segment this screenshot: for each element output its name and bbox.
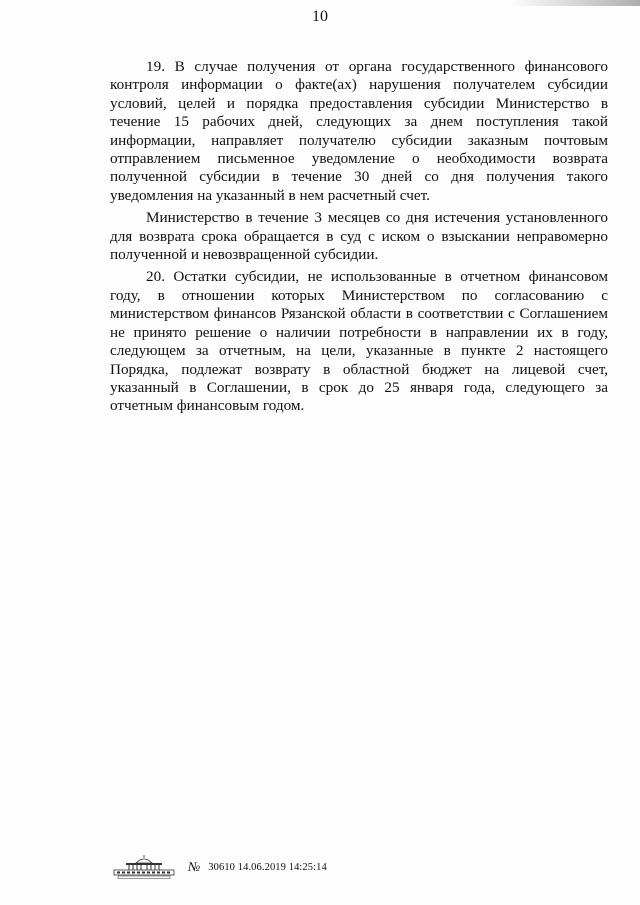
registration-stamp-text: 30610 14.06.2019 14:25:14 (208, 861, 327, 873)
registry-building-logo-icon (112, 854, 176, 880)
paragraph-19: 19. В случае получения от органа государственного финансового контроля информации о факте(ах) нарушения получателем субсидии условий, целей и порядка предоставления субсидии Министерство в течение 15 рабочих дней, следующих за днем поступления такой информации, направляет получателю субсидии заказным почтовым отправлением письменное уведомление о необходимости возврата полученной субсидии в течение 30 дней со дня получения такого уведомления на указанный в нем расчетный счет. (110, 58, 608, 204)
number-sign: № (188, 859, 201, 874)
registration-footer (112, 853, 327, 881)
document-body (110, 58, 608, 416)
paragraph-20: 20. Остатки субсидии, не использованные в отчетном финансовом году, в отношении которых Министерством по согласованию с министерством финансов Рязанской области в соответствии с Соглашением не принято решение о наличии потребности в направлении их в году, следующем за отчетным, на цели, указанные в пункте 2 настоящего Порядка, подлежат возврату в областной бюджет на лицевой счет, указанный в Соглашении, в срок до 25 января года, следующего за отчетным финансовым годом. (110, 268, 608, 415)
page-number: 10 (312, 8, 328, 25)
scan-edge-shadow (510, 0, 640, 6)
paragraph-ministry-court: Министерство в течение 3 месяцев со дня истечения установленного для возврата срока обращается в суд с иском о взыскании неправомерно полученной и невозвращенной субсидии. (110, 209, 608, 264)
